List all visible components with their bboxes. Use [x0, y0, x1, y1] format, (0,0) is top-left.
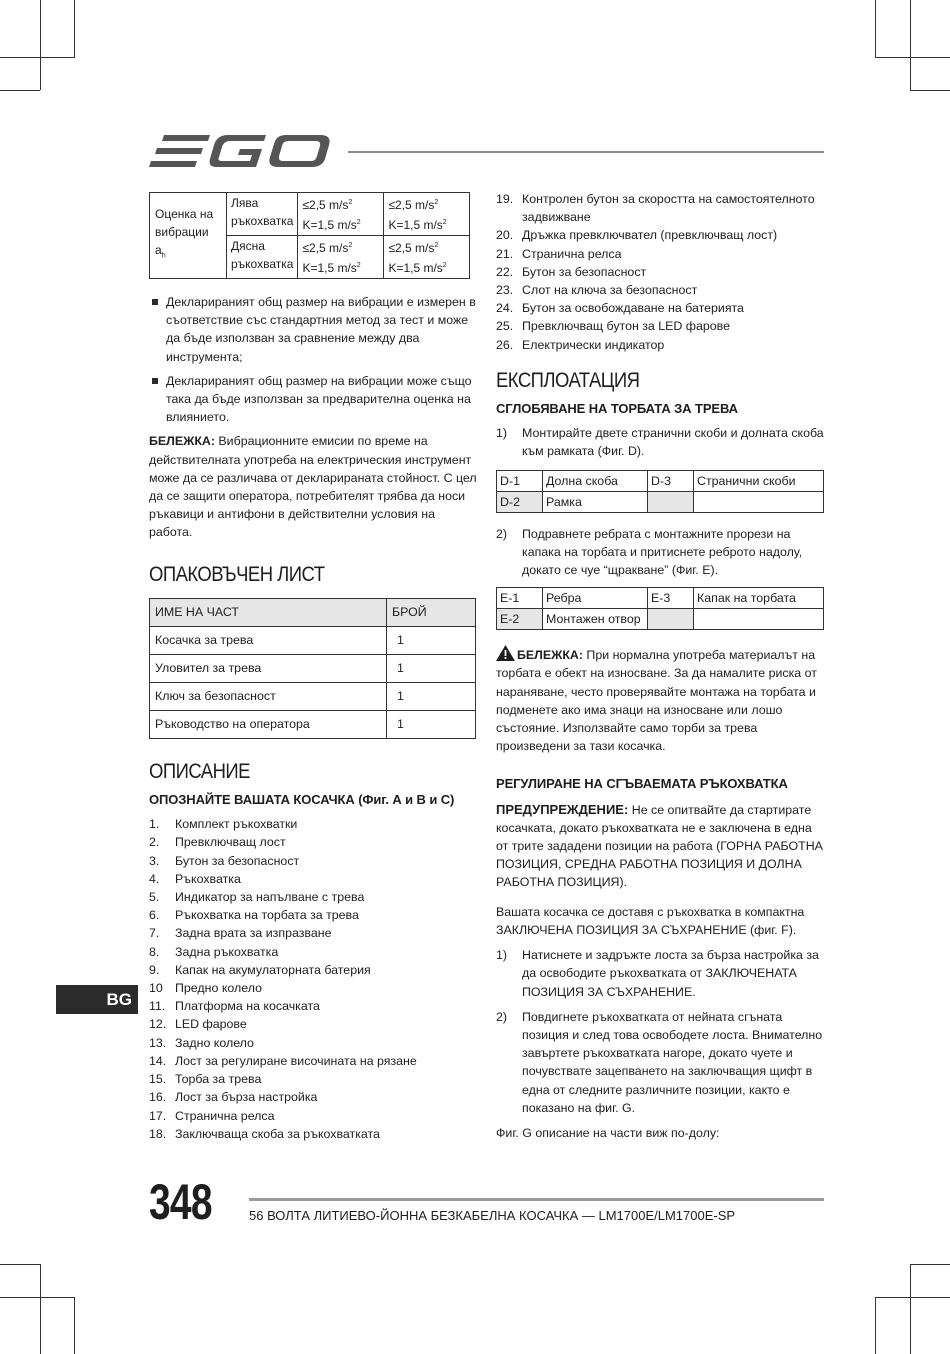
footer-rule: [249, 1198, 824, 1201]
list-item: 2. Превключващ лост: [149, 835, 286, 850]
step-item: 2) Подравнете ребрата с монтажните прорези на капака на торбата и притиснете реброто надолу, докато се чуе “щракване” (Фиг. E).: [496, 526, 803, 578]
bag-assembly-title: СГЛОБЯВАНЕ НА ТОРБАТА ЗА ТРЕВА: [496, 401, 738, 417]
parts-list: [149, 815, 477, 1143]
header-rule: [348, 151, 824, 153]
part-code: D-3: [648, 470, 694, 491]
crop-mark: [875, 57, 950, 58]
part-qty: 1: [387, 654, 476, 682]
list-item: 25. Превключващ бутон за LED фарове: [496, 319, 731, 334]
crop-mark: [910, 1264, 911, 1354]
empty-cell: [694, 609, 824, 630]
ego-logo: [148, 132, 333, 172]
list-item: 13. Задно колело: [149, 1035, 254, 1050]
crop-mark: [875, 0, 876, 57]
list-item: 26. Електрически индикатор: [496, 337, 665, 352]
crop-mark: [910, 90, 950, 91]
crop-mark: [74, 1297, 75, 1354]
crop-mark: [0, 57, 75, 58]
list-item: 16. Лост за бърза настройка: [149, 1090, 318, 1105]
bullet-list: [149, 293, 477, 426]
table-row: [150, 626, 476, 654]
part-name: Ключ за безопасност: [150, 682, 387, 710]
right-column: [496, 190, 826, 1142]
crop-mark: [74, 0, 75, 57]
step-item: 1) Натиснете и задръжте лоста за бърза настройка за да освободите ръкохватката от ЗАКЛЮЧЕНАТА ПОЗИЦИЯ ЗА СЪХРАНЕНИЕ.: [496, 948, 819, 999]
part-label: Ребра: [543, 588, 648, 609]
description-subtitle: ОПОЗНАЙТЕ ВАШАТА КОСАЧКА (Фиг. А и В и С): [149, 792, 455, 808]
part-qty: 1: [387, 710, 476, 738]
part-code: E-2: [497, 609, 543, 630]
empty-cell: [648, 609, 694, 630]
value-cell: ≤2,5 $m/s^2$ K=1,5 $m/s^2$: [298, 193, 384, 236]
list-item: 5. Индикатор за напълване с трева: [149, 890, 365, 905]
table-row: [497, 609, 824, 630]
list-item: 12. LED фарове: [149, 1017, 247, 1032]
figure-g-caption: Фиг. G описание на части виж по-долу:: [496, 1125, 720, 1140]
packing-table: [149, 598, 476, 739]
table-row: [150, 193, 470, 236]
footer-title: 56 ВОЛТА ЛИТИЕВО-ЙОННА БЕЗКАБЕЛНА КОСАЧКА — LM1700E/LM1700E-SP: [249, 1208, 736, 1223]
column-header: ИМЕ НА ЧАСТ: [150, 598, 387, 626]
list-item: 24. Бутон за освобождаване на батерията: [496, 301, 744, 316]
part-qty: 1: [387, 626, 476, 654]
part-code: D-1: [497, 470, 543, 491]
crop-mark: [0, 1264, 40, 1265]
list-item: 3. Бутон за безопасност: [149, 853, 300, 868]
crop-mark: [910, 0, 911, 90]
handle-cell: Дясна ръкохватка: [227, 236, 298, 279]
step-list: [496, 525, 826, 580]
crop-mark: [40, 1264, 41, 1354]
table-row: [497, 470, 824, 491]
crop-mark: [875, 1297, 876, 1354]
crop-mark: [910, 1264, 950, 1265]
language-tab: BG: [56, 985, 138, 1014]
crop-mark: [0, 90, 40, 91]
step-list: [496, 424, 826, 460]
list-item: 9. Капак на акумулаторната батерия: [149, 962, 371, 977]
empty-cell: [648, 491, 694, 512]
list-item: 10 Предно колело: [149, 981, 262, 996]
vibration-table: [149, 192, 470, 279]
list-item: 21. Странична релса: [496, 246, 622, 261]
table-row: [497, 491, 824, 512]
list-item: 4. Ръкохватка: [149, 871, 241, 886]
handle-cell: Лява ръкохватка: [227, 193, 298, 236]
list-item: 23. Слот на ключа за безопасност: [496, 283, 698, 298]
table-row: [150, 682, 476, 710]
column-header: БРОЙ: [387, 598, 476, 626]
part-code: E-1: [497, 588, 543, 609]
value-cell: ≤2,5 $m/s^2$ K=1,5 $m/s^2$: [298, 236, 384, 279]
list-item: 11. Платформа на косачката: [149, 999, 320, 1014]
part-name: Косачка за трева: [150, 626, 387, 654]
part-name: Ръководство на оператора: [150, 710, 387, 738]
description-title: ОПИСАНИЕ: [149, 759, 250, 783]
list-item: 20. Дръжка превключвател (превключващ лост): [496, 228, 778, 243]
note-vibration: БЕЛЕЖКА: Вибрационните емисии по време на действителната употреба на електрическия инструмент може да се различава от декларираната стойност. С цел да се защити оператора, потребителят трябва да носи ръкавици и антифони в действителни условия на работа.: [149, 434, 477, 540]
part-label: Рамка: [543, 491, 648, 512]
list-item: 18. Заключваща скоба за ръкохватката: [149, 1126, 380, 1141]
warning-icon: [496, 645, 515, 661]
list-item: 7. Задна врата за изпразване: [149, 926, 332, 941]
figure-d-table: [496, 470, 824, 513]
value-cell: ≤2,5 $m/s^2$ K=1,5 $m/s^2$: [384, 236, 470, 279]
list-item: 17. Странична релса: [149, 1108, 275, 1123]
operation-title: ЕКСПЛОАТАЦИЯ: [496, 368, 640, 392]
crop-mark: [0, 1297, 75, 1298]
value-cell: ≤2,5 $m/s^2$ K=1,5 $m/s^2$: [384, 193, 470, 236]
table-row: [497, 588, 824, 609]
table-header-row: [150, 598, 476, 626]
part-code: E-3: [648, 588, 694, 609]
handle-adjust-title: РЕГУЛИРАНЕ НА СГЪВАЕМАТА РЪКОХВАТКА: [496, 776, 788, 792]
list-item: 6. Ръкохватка на торбата за трева: [149, 908, 359, 923]
step-item: 1) Монтирайте двете странични скоби и долната скоба към рамката (Фиг. D).: [496, 426, 824, 459]
crop-mark: [40, 0, 41, 90]
part-qty: 1: [387, 682, 476, 710]
note-bag-wear: БЕЛЕЖКА: При нормална употреба материалът на торбата е обект на износване. За да намалите риска от нараняване, често проверявайте монтажа на торбата и подменете ако има знаци на износване или лошо състояние. Използвайте само торби за трева произведени за тази косачка.: [496, 645, 826, 755]
packing-title: ОПАКОВЪЧЕН ЛИСТ: [149, 562, 325, 586]
bullet-item: Декларираният общ размер на вибрации може също така да бъде използван за предварителна оценка на влиянието.: [149, 372, 477, 427]
part-name: Уловител за трева: [150, 654, 387, 682]
empty-cell: [694, 491, 824, 512]
part-label: Монтажен отвор: [543, 609, 648, 630]
part-code: D-2: [497, 491, 543, 512]
list-item: 15. Торба за трева: [149, 1072, 262, 1087]
warning-paragraph: ПРЕДУПРЕЖДЕНИЕ: Не се опитвайте да стартирате косачката, докато ръкохватката не е заключена в една от трите зададени позиции на работа (ГОРНА РАБОТНА ПОЗИЦИЯ, СРЕДНА РАБОТНА ПОЗИЦИЯ И ДОЛНА РАБОТНА ПОЗИЦИЯ).: [496, 801, 823, 890]
list-item: 8. Задна ръкохватка: [149, 944, 279, 959]
list-item: 1. Комплект ръкохватки: [149, 817, 298, 832]
figure-e-table: [496, 587, 824, 630]
table-row: [150, 710, 476, 738]
part-label: Долна скоба: [543, 470, 648, 491]
crop-mark: [875, 1297, 950, 1298]
part-label: Странични скоби: [694, 470, 824, 491]
list-item: 14. Лост за регулиране височината на рязане: [149, 1053, 417, 1068]
handle-step-list: [496, 946, 826, 1117]
page-number: 348: [149, 1174, 212, 1230]
list-item: 22. Бутон за безопасност: [496, 264, 647, 279]
left-column: [149, 192, 477, 1143]
table-row: [150, 654, 476, 682]
part-label: Капак на торбата: [694, 588, 824, 609]
step-item: 2) Повдигнете ръкохватката от нейната сгъната позиция и след това освободете лоста. Внимателно завъртете ръкохватката нагоре, докато чуете и почувствате зацепването на заключващия щифт в една от следните различните позиции, както е показано на фиг. G.: [496, 1009, 823, 1115]
delivery-paragraph: Вашата косачка се доставя с ръкохватка в компактна ЗАКЛЮЧЕНА ПОЗИЦИЯ ЗА СЪХРАНЕНИЕ (фиг. F).: [496, 904, 805, 937]
list-item: 19. Контролен бутон за скоростта на самостоятелното задвижване: [496, 192, 815, 225]
vibration-label: Оценка на вибрации $a_h$: [150, 193, 227, 279]
bullet-item: Декларираният общ размер на вибрации е измерен в съответствие със стандартния метод за тест и може да бъде използван за сравнение между два инструмента;: [149, 293, 477, 366]
parts-list-continued: [496, 190, 826, 354]
